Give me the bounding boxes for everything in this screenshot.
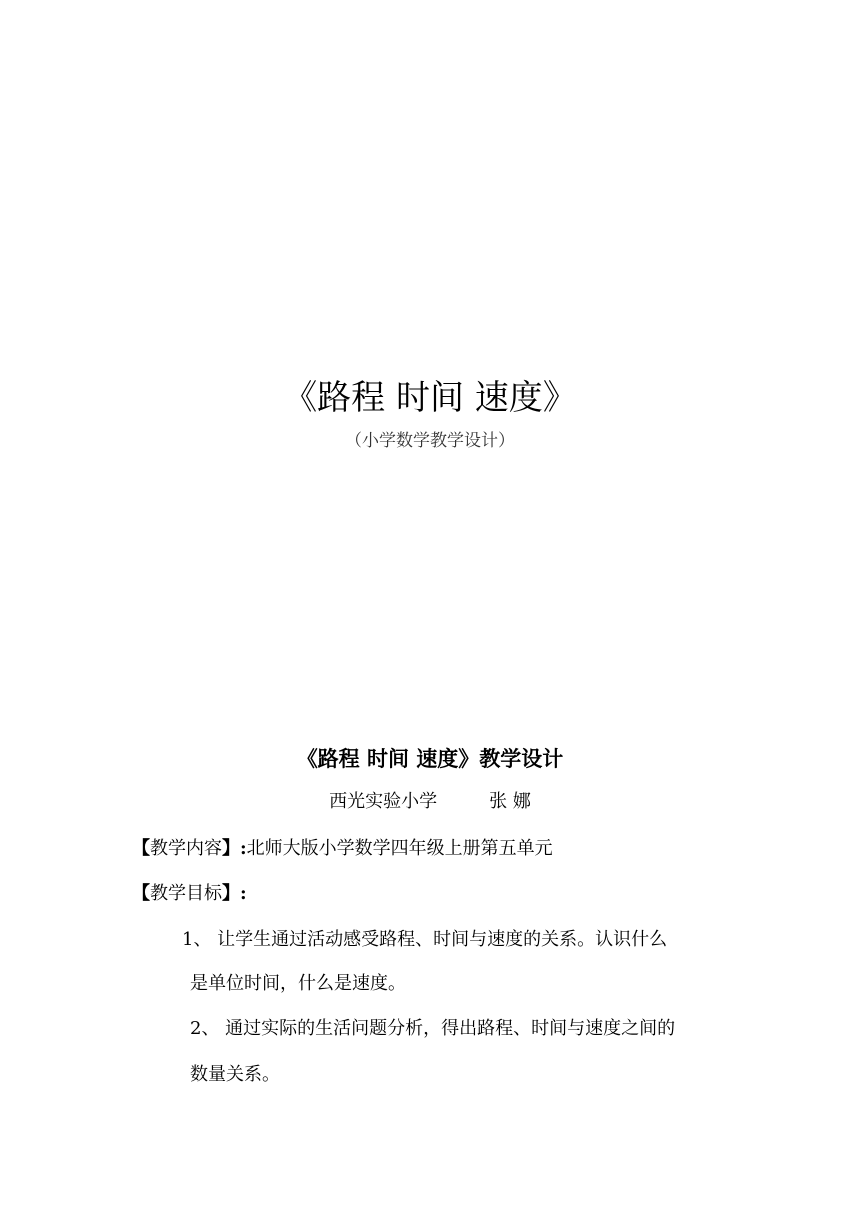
bracket-open: 【 xyxy=(132,838,150,859)
bracket-close: 】: xyxy=(222,883,247,904)
teaching-content-value: 北师大版小学数学四年级上册第五单元 xyxy=(246,838,553,859)
author-line xyxy=(0,789,860,815)
teaching-goals-row xyxy=(132,881,247,907)
teaching-content-row xyxy=(132,836,553,862)
goal-1-line-1: 1、 让学生通过活动感受路程、时间与速度的关系。认识什么 xyxy=(182,929,668,950)
goal-2-line-2: 数量关系。 xyxy=(190,1064,280,1085)
author-name: 张 娜 xyxy=(489,791,531,812)
teaching-content-label: 教学内容 xyxy=(150,838,222,859)
goal-1-line-2: 是单位时间，什么是速度。 xyxy=(190,973,406,994)
bracket-open: 【 xyxy=(132,883,150,904)
goal-2-line-1: 2、 通过实际的生活问题分析，得出路程、时间与速度之间的 xyxy=(190,1018,676,1039)
school-name: 西光实验小学 xyxy=(329,791,438,812)
cover-subtitle: （小学数学教学设计） xyxy=(345,431,515,451)
teaching-goals-label: 教学目标 xyxy=(150,883,222,904)
bracket-close: 】: xyxy=(222,838,247,859)
document-title: 《路程 时间 速度》教学设计 xyxy=(296,746,564,771)
cover-title: 《路程 时间 速度》 xyxy=(283,378,577,418)
